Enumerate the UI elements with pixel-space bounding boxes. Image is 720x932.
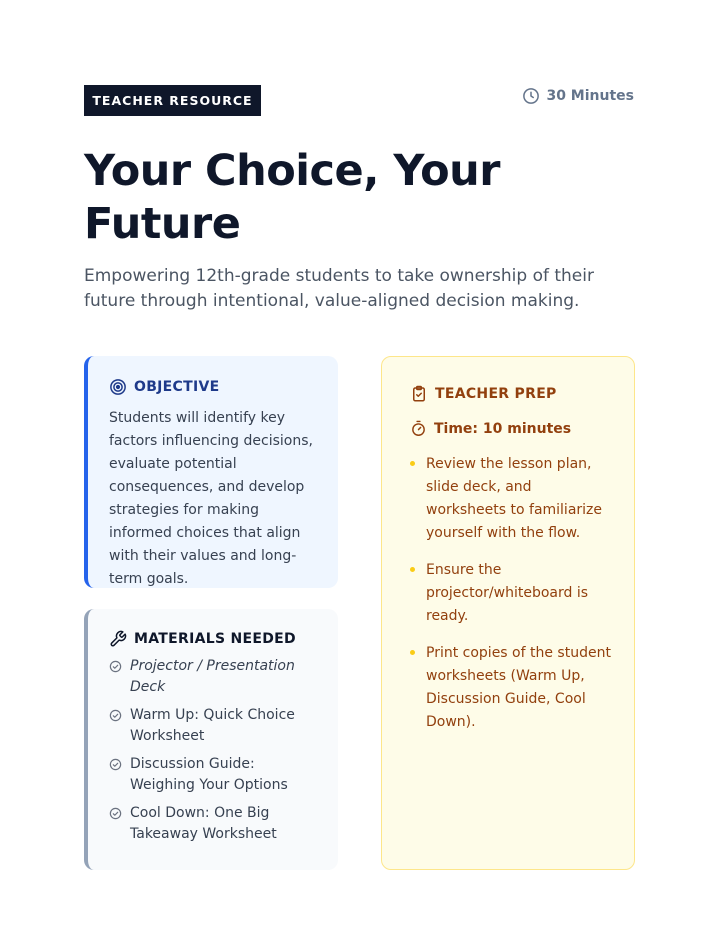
clipboard-check-icon: [410, 385, 428, 403]
material-item-label: Cool Down: One Big Takeaway Worksheet: [130, 805, 277, 842]
prep-heading-label: TEACHER PREP: [435, 386, 557, 402]
prep-time: [410, 420, 614, 437]
bullet-dot: [410, 567, 415, 572]
materials-card: [84, 609, 338, 870]
materials-heading: [109, 630, 320, 648]
check-circle-icon: [109, 709, 122, 722]
check-circle-icon: [109, 758, 122, 771]
prep-heading: [410, 385, 614, 403]
clock-icon: [522, 87, 540, 105]
prep-time-label: Time: 10 minutes: [434, 420, 572, 437]
objective-text: Students will identify key factors influencing decisions, evaluate potential consequences, and develop strategies for making informed choices that align with their values and long-term goals.: [109, 410, 313, 587]
prep-item-label: Print copies of the student worksheets (Warm Up, Discussion Guide, Cool Down).: [426, 645, 611, 730]
check-circle-icon: [109, 660, 122, 673]
objective-heading: [109, 378, 318, 396]
list-item: [109, 754, 320, 796]
page-title: Your Choice, Your Future: [84, 146, 500, 249]
list-item: [109, 705, 320, 747]
wrench-icon: [109, 630, 127, 648]
list-item: [410, 453, 614, 545]
material-item-label: Discussion Guide: Weighing Your Options: [130, 756, 288, 793]
prep-list: [410, 453, 614, 734]
materials-heading-label: MATERIALS NEEDED: [134, 631, 296, 647]
list-item: [410, 559, 614, 628]
stopwatch-icon: [410, 420, 427, 437]
duration-label: 30 Minutes: [546, 88, 634, 104]
bullet-dot: [410, 650, 415, 655]
prep-item-label: Ensure the projector/whiteboard is ready.: [426, 562, 589, 624]
teacher-prep-card: [381, 356, 635, 870]
page-subtitle: Empowering 12th-grade students to take ownership of their future through intentional, value-aligned decision making.: [84, 266, 594, 311]
list-item: [109, 656, 320, 698]
list-item: [410, 642, 614, 734]
bullet-dot: [410, 461, 415, 466]
materials-list: [109, 656, 320, 845]
material-item-label: Warm Up: Quick Choice Worksheet: [130, 707, 295, 744]
prep-item-label: Review the lesson plan, slide deck, and worksheets to familiarize yourself with the flow.: [426, 456, 603, 541]
duration-indicator: [522, 86, 634, 106]
objective-card: [84, 356, 338, 588]
teacher-resource-badge: TEACHER RESOURCE: [84, 85, 261, 116]
list-item: [109, 803, 320, 845]
material-item-label: Projector / Presentation Deck: [130, 658, 295, 695]
target-icon: [109, 378, 127, 396]
objective-heading-label: OBJECTIVE: [134, 379, 220, 395]
check-circle-icon: [109, 807, 122, 820]
